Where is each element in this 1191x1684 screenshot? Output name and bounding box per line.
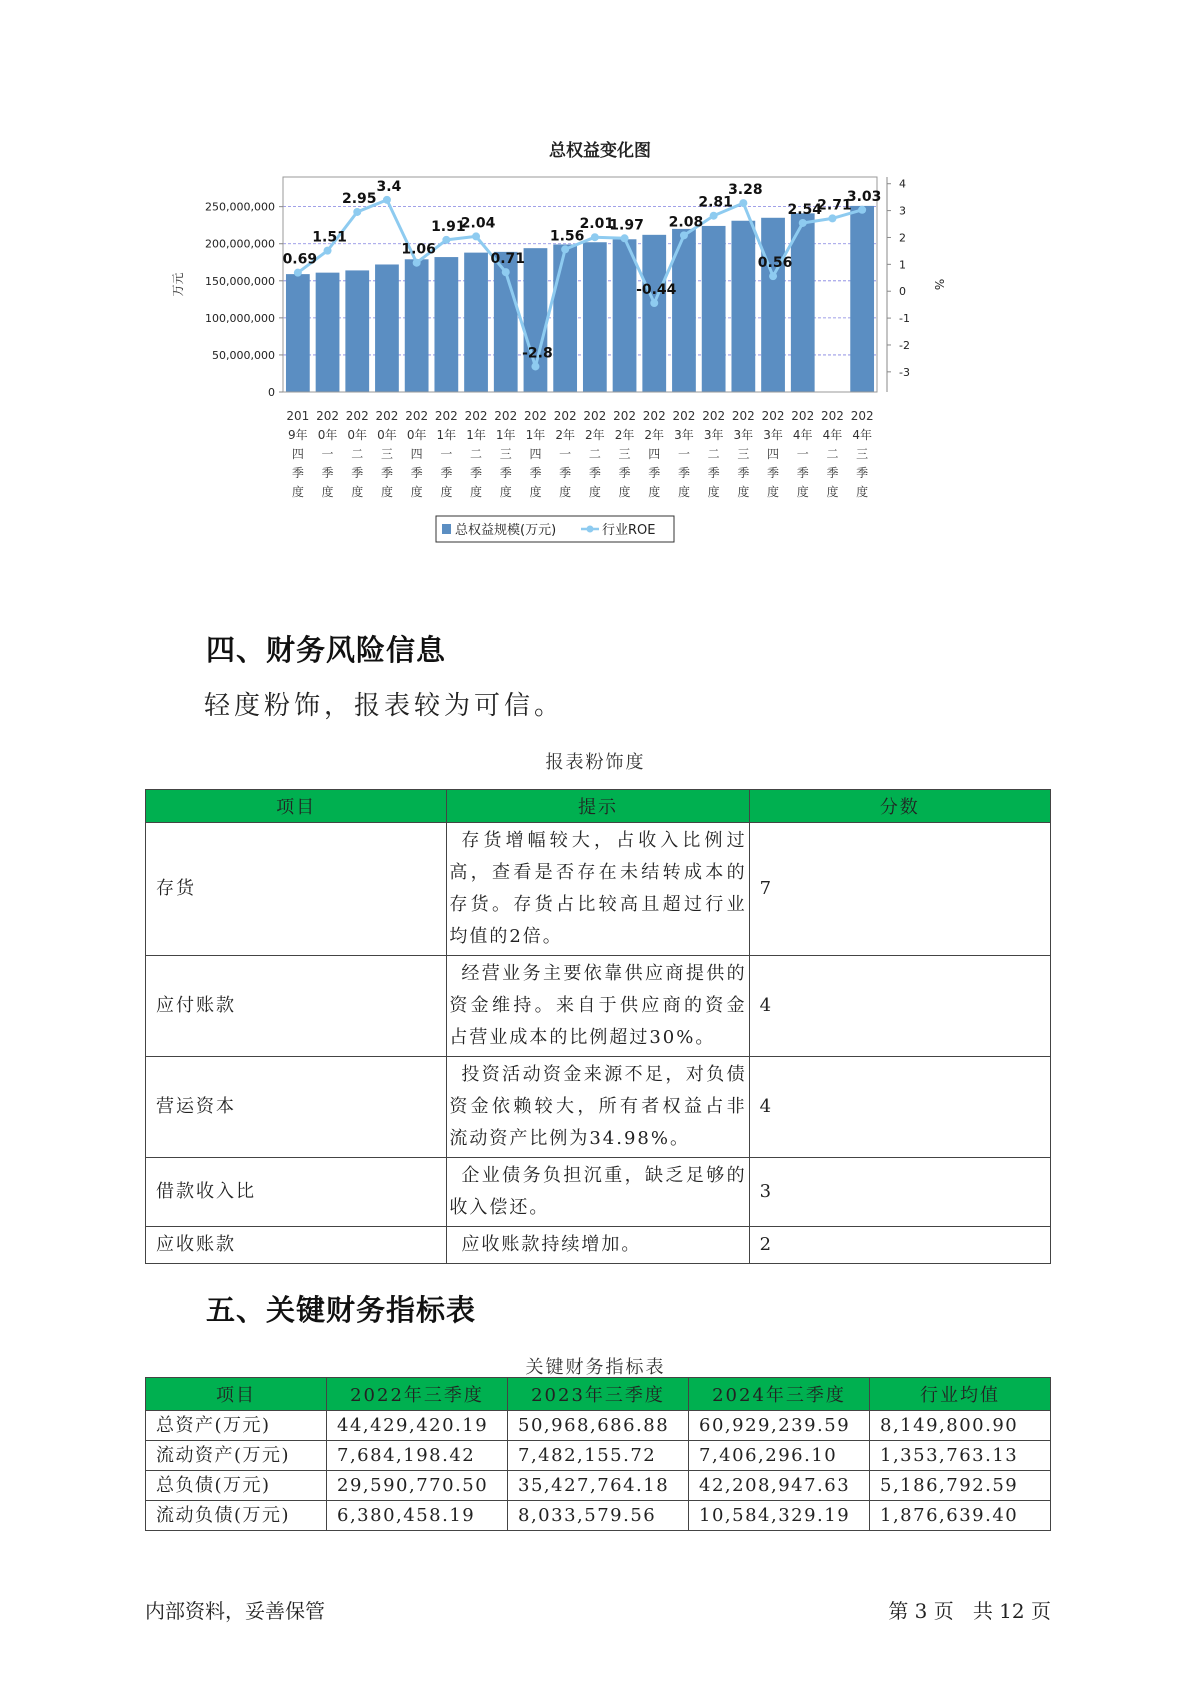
risk-score: 2 — [749, 1227, 1050, 1264]
roe-point — [442, 236, 450, 244]
header-industry-avg: 行业均值 — [870, 1378, 1051, 1411]
kpi-cell: 总资产(万元) — [146, 1411, 327, 1441]
right-tick-label: 3 — [899, 204, 906, 218]
x-tick-label: 202 — [672, 409, 696, 423]
bar — [642, 235, 666, 392]
roe-point — [680, 231, 688, 239]
bar — [345, 270, 369, 392]
right-tick-label: -2 — [899, 338, 910, 352]
x-tick-label: 202 — [731, 409, 755, 423]
risk-item: 借款收入比 — [146, 1158, 447, 1227]
risk-item: 存货 — [146, 823, 447, 956]
x-tick-label: 202 — [434, 409, 458, 423]
x-tick-label: 4年 — [822, 428, 843, 442]
x-tick-label: 202 — [850, 409, 874, 423]
x-tick-label: 0年 — [406, 428, 427, 442]
x-tick-label: 3年 — [703, 428, 724, 442]
x-tick-label: 3年 — [763, 428, 783, 442]
roe-point — [769, 272, 777, 280]
table-row — [146, 1501, 1051, 1531]
x-tick-label: 0年 — [377, 428, 397, 442]
x-tick-label: 三 — [856, 447, 869, 461]
left-tick-label: 50,000,000 — [212, 348, 275, 362]
x-tick-label: 季 — [499, 466, 512, 480]
risk-score: 4 — [749, 1057, 1050, 1158]
risk-table-header — [146, 790, 1051, 823]
roe-data-label: -2.8 — [522, 345, 553, 362]
roe-point — [621, 234, 629, 242]
roe-data-label: 2.04 — [460, 215, 496, 232]
kpi-cell: 44,429,420.19 — [327, 1411, 508, 1441]
x-tick-label: 季 — [470, 466, 483, 480]
x-tick-label: 季 — [588, 466, 601, 480]
kpi-cell: 35,427,764.18 — [508, 1471, 689, 1501]
left-tick-label: 200,000,000 — [205, 237, 275, 251]
bar — [434, 257, 458, 392]
kpi-cell: 5,186,792.59 — [870, 1471, 1051, 1501]
x-tick-label: 一 — [321, 447, 334, 461]
x-tick-label: 度 — [826, 485, 839, 499]
x-tick-label: 四 — [648, 447, 661, 461]
legend-line-marker — [587, 526, 594, 533]
roe-data-label: 3.28 — [728, 182, 763, 199]
right-tick-label: 1 — [899, 258, 906, 272]
x-tick-label: 3年 — [674, 428, 694, 442]
x-tick-label: 季 — [707, 466, 720, 480]
x-tick-label: 二 — [826, 447, 839, 461]
x-tick-label: 季 — [529, 466, 542, 480]
footer-confidential: 内部资料，妥善保管 — [145, 1599, 325, 1623]
roe-data-label: 2.81 — [698, 194, 733, 211]
roe-point — [324, 247, 332, 255]
legend-bar-swatch — [442, 524, 451, 534]
x-tick-label: 度 — [707, 485, 720, 499]
x-tick-label: 度 — [470, 485, 483, 499]
bar — [850, 206, 874, 392]
risk-tip: 企业债务负担沉重，缺乏足够的收入偿还。 — [447, 1158, 749, 1227]
x-tick-label: 9年 — [288, 428, 308, 442]
x-tick-label: 度 — [440, 485, 453, 499]
kpi-cell: 1,353,763.13 — [870, 1441, 1051, 1471]
left-tick-label: 250,000,000 — [205, 200, 275, 214]
section5-heading: 五、关键财务指标表 — [206, 1293, 477, 1327]
left-axis-title: 万元 — [171, 272, 185, 297]
kpi-table-caption: 关键财务指标表 — [525, 1357, 666, 1378]
x-tick-label: 度 — [588, 485, 601, 499]
x-tick-label: 4年 — [792, 428, 813, 442]
x-tick-label: 季 — [737, 466, 750, 480]
x-tick-label: 一 — [677, 447, 690, 461]
roe-point — [383, 196, 391, 204]
right-axis-title: % — [932, 278, 946, 291]
header-2022q3: 2022年三季度 — [327, 1378, 508, 1411]
x-tick-label: 202 — [316, 409, 340, 423]
x-tick-label: 202 — [523, 409, 547, 423]
kpi-cell: 7,406,296.10 — [689, 1441, 870, 1471]
roe-data-label: 0.71 — [490, 251, 526, 268]
roe-point — [561, 245, 569, 253]
header-item: 项目 — [146, 790, 447, 823]
roe-data-label: 2.08 — [668, 214, 704, 231]
table-row — [146, 1441, 1051, 1471]
kpi-cell: 50,968,686.88 — [508, 1411, 689, 1441]
x-tick-label: 0年 — [347, 428, 368, 442]
x-tick-label: 季 — [291, 466, 304, 480]
x-tick-label: 四 — [529, 447, 542, 461]
table-row — [146, 1227, 1051, 1264]
kpi-table — [145, 1377, 1051, 1531]
kpi-cell: 1,876,639.40 — [870, 1501, 1051, 1531]
left-tick-label: 100,000,000 — [205, 311, 275, 325]
x-tick-label: 202 — [820, 409, 844, 423]
x-tick-label: 1年 — [495, 428, 516, 442]
x-tick-label: 202 — [553, 409, 577, 423]
left-tick-label: 150,000,000 — [205, 274, 275, 288]
table-row — [146, 823, 1051, 956]
bar — [286, 274, 310, 392]
risk-tip: 存货增幅较大，占收入比例过高，查看是否存在未结转成本的存货。存货占比较高且超过行业均值的2倍。 — [447, 823, 749, 956]
x-tick-label: 2年 — [585, 428, 605, 442]
roe-data-label: 0.69 — [282, 251, 318, 268]
x-tick-label: 202 — [761, 409, 785, 423]
kpi-cell: 7,482,155.72 — [508, 1441, 689, 1471]
x-tick-label: 202 — [642, 409, 666, 423]
header-2023q3: 2023年三季度 — [508, 1378, 689, 1411]
risk-item: 应收账款 — [146, 1227, 447, 1264]
kpi-cell: 流动资产(万元) — [146, 1441, 327, 1471]
bar — [731, 221, 755, 392]
roe-data-label: 2.71 — [817, 197, 852, 214]
x-tick-label: 度 — [677, 485, 690, 499]
x-tick-label: 季 — [559, 466, 572, 480]
right-tick-label: 2 — [899, 231, 906, 245]
risk-score: 7 — [749, 823, 1050, 956]
header-2024q3: 2024年三季度 — [689, 1378, 870, 1411]
x-tick-label: 季 — [440, 466, 453, 480]
roe-point — [799, 219, 807, 227]
x-tick-label: 季 — [826, 466, 839, 480]
x-tick-label: 季 — [796, 466, 809, 480]
equity-chart — [160, 140, 1020, 600]
right-tick-label: -1 — [899, 312, 910, 326]
x-tick-label: 度 — [648, 485, 661, 499]
x-tick-label: 2年 — [614, 428, 635, 442]
legend-bar-label: 总权益规模(万元) — [455, 523, 557, 538]
kpi-table-header — [146, 1378, 1051, 1411]
equity-chart-svg — [160, 140, 1020, 600]
table-row — [146, 1411, 1051, 1441]
bar — [702, 226, 726, 392]
roe-data-label: 1.91 — [431, 218, 466, 235]
roe-data-label: 1.97 — [609, 217, 644, 234]
x-tick-label: 202 — [583, 409, 607, 423]
chart-title: 总权益变化图 — [549, 141, 651, 161]
roe-data-label: 1.06 — [401, 241, 436, 258]
roe-data-label: -0.44 — [636, 282, 677, 299]
x-tick-label: 三 — [737, 447, 750, 461]
x-tick-label: 度 — [351, 485, 364, 499]
x-tick-label: 季 — [321, 466, 334, 480]
bar — [553, 244, 577, 392]
x-tick-label: 度 — [410, 485, 423, 499]
kpi-cell: 8,033,579.56 — [508, 1501, 689, 1531]
x-tick-label: 二 — [588, 447, 601, 461]
x-tick-label: 度 — [767, 485, 780, 499]
roe-point — [413, 259, 421, 267]
x-tick-label: 度 — [321, 485, 334, 499]
roe-point — [472, 232, 480, 240]
bar — [761, 218, 785, 392]
legend-line-label: 行业ROE — [602, 523, 656, 538]
x-tick-label: 二 — [470, 447, 483, 461]
risk-item: 应付账款 — [146, 956, 447, 1057]
x-tick-label: 一 — [796, 447, 809, 461]
bar — [405, 259, 429, 392]
x-tick-label: 202 — [791, 409, 815, 423]
x-tick-label: 度 — [499, 485, 512, 499]
risk-score: 4 — [749, 956, 1050, 1057]
kpi-cell: 8,149,800.90 — [870, 1411, 1051, 1441]
x-tick-label: 度 — [380, 485, 393, 499]
kpi-cell: 7,684,198.42 — [327, 1441, 508, 1471]
x-tick-label: 三 — [499, 447, 512, 461]
bar — [583, 242, 607, 392]
header-item: 项目 — [146, 1378, 327, 1411]
section4-heading: 四、财务风险信息 — [206, 633, 447, 667]
risk-tip: 投资活动资金来源不足，对负债资金依赖较大，所有者权益占非流动资产比例为34.98%。 — [447, 1057, 749, 1158]
x-tick-label: 度 — [559, 485, 572, 499]
x-tick-label: 度 — [737, 485, 750, 499]
risk-table — [145, 789, 1051, 1264]
roe-point — [828, 214, 836, 222]
roe-point — [858, 206, 866, 214]
x-tick-label: 季 — [767, 466, 780, 480]
roe-point — [650, 299, 658, 307]
x-tick-label: 1年 — [436, 428, 457, 442]
x-tick-label: 202 — [464, 409, 488, 423]
x-tick-label: 度 — [618, 485, 631, 499]
roe-data-label: 3.03 — [846, 188, 882, 205]
x-tick-label: 二 — [351, 447, 364, 461]
section4-summary: 轻度粉饰，报表较为可信。 — [204, 691, 565, 721]
x-tick-label: 季 — [618, 466, 631, 480]
roe-data-label: 1.56 — [549, 228, 585, 245]
kpi-cell: 10,584,329.19 — [689, 1501, 870, 1531]
roe-data-label: 3.4 — [376, 178, 402, 195]
roe-point — [739, 199, 747, 207]
x-tick-label: 度 — [856, 485, 869, 499]
roe-point — [294, 269, 302, 277]
x-tick-label: 四 — [291, 447, 304, 461]
right-tick-label: 0 — [899, 285, 906, 299]
x-tick-label: 202 — [405, 409, 429, 423]
roe-data-label: 2.01 — [579, 216, 615, 233]
x-tick-label: 一 — [559, 447, 572, 461]
roe-data-label: 0.56 — [757, 255, 793, 272]
x-tick-label: 2年 — [644, 428, 665, 442]
roe-data-label: 2.95 — [341, 190, 377, 207]
left-tick-label: 0 — [268, 386, 275, 399]
bar — [375, 264, 399, 392]
kpi-cell: 流动负债(万元) — [146, 1501, 327, 1531]
x-tick-label: 3年 — [733, 428, 754, 442]
x-tick-label: 1年 — [466, 428, 486, 442]
risk-score: 3 — [749, 1158, 1050, 1227]
roe-point — [353, 208, 361, 216]
x-tick-label: 0年 — [317, 428, 338, 442]
x-tick-label: 202 — [494, 409, 518, 423]
x-tick-label: 四 — [410, 447, 423, 461]
right-tick-label: -3 — [899, 365, 910, 379]
x-tick-label: 202 — [375, 409, 399, 423]
x-tick-label: 度 — [529, 485, 542, 499]
footer-page-number: 第 3 页 共 12 页 — [888, 1599, 1051, 1623]
x-tick-label: 季 — [380, 466, 393, 480]
kpi-cell: 42,208,947.63 — [689, 1471, 870, 1501]
x-tick-label: 度 — [291, 485, 304, 499]
risk-item: 营运资本 — [146, 1057, 447, 1158]
bar — [316, 273, 340, 392]
table-row — [146, 1057, 1051, 1158]
kpi-cell: 6,380,458.19 — [327, 1501, 508, 1531]
kpi-cell: 总负债(万元) — [146, 1471, 327, 1501]
bar — [464, 253, 488, 392]
risk-tip: 应收账款持续增加。 — [447, 1227, 749, 1264]
table-row — [146, 956, 1051, 1057]
x-tick-label: 季 — [856, 466, 869, 480]
roe-point — [502, 268, 510, 276]
right-tick-label: 4 — [899, 177, 906, 191]
bar — [613, 239, 637, 392]
roe-point — [710, 212, 718, 220]
x-tick-label: 2年 — [555, 428, 575, 442]
x-tick-label: 201 — [286, 409, 310, 423]
table-row — [146, 1158, 1051, 1227]
kpi-cell: 60,929,239.59 — [689, 1411, 870, 1441]
roe-data-label: 1.51 — [312, 229, 347, 246]
x-tick-label: 1年 — [525, 428, 546, 442]
x-tick-label: 一 — [440, 447, 453, 461]
x-tick-label: 季 — [677, 466, 690, 480]
header-tip: 提示 — [447, 790, 749, 823]
header-score: 分数 — [749, 790, 1050, 823]
x-tick-label: 三 — [618, 447, 631, 461]
risk-tip: 经营业务主要依靠供应商提供的资金维持。来自于供应商的资金占营业成本的比例超过30%。 — [447, 956, 749, 1057]
table-row — [146, 1471, 1051, 1501]
x-tick-label: 202 — [345, 409, 369, 423]
x-tick-label: 季 — [410, 466, 423, 480]
roe-point — [591, 233, 599, 241]
x-tick-label: 202 — [702, 409, 726, 423]
x-tick-label: 三 — [380, 447, 393, 461]
risk-table-caption: 报表粉饰度 — [545, 752, 646, 773]
roe-data-label: 2.54 — [787, 201, 823, 218]
x-tick-label: 二 — [707, 447, 720, 461]
x-tick-label: 4年 — [852, 428, 872, 442]
x-tick-label: 季 — [351, 466, 364, 480]
x-tick-label: 季 — [648, 466, 661, 480]
kpi-cell: 29,590,770.50 — [327, 1471, 508, 1501]
x-tick-label: 度 — [796, 485, 809, 499]
roe-point — [531, 362, 539, 370]
x-tick-label: 四 — [767, 447, 780, 461]
x-tick-label: 202 — [613, 409, 637, 423]
